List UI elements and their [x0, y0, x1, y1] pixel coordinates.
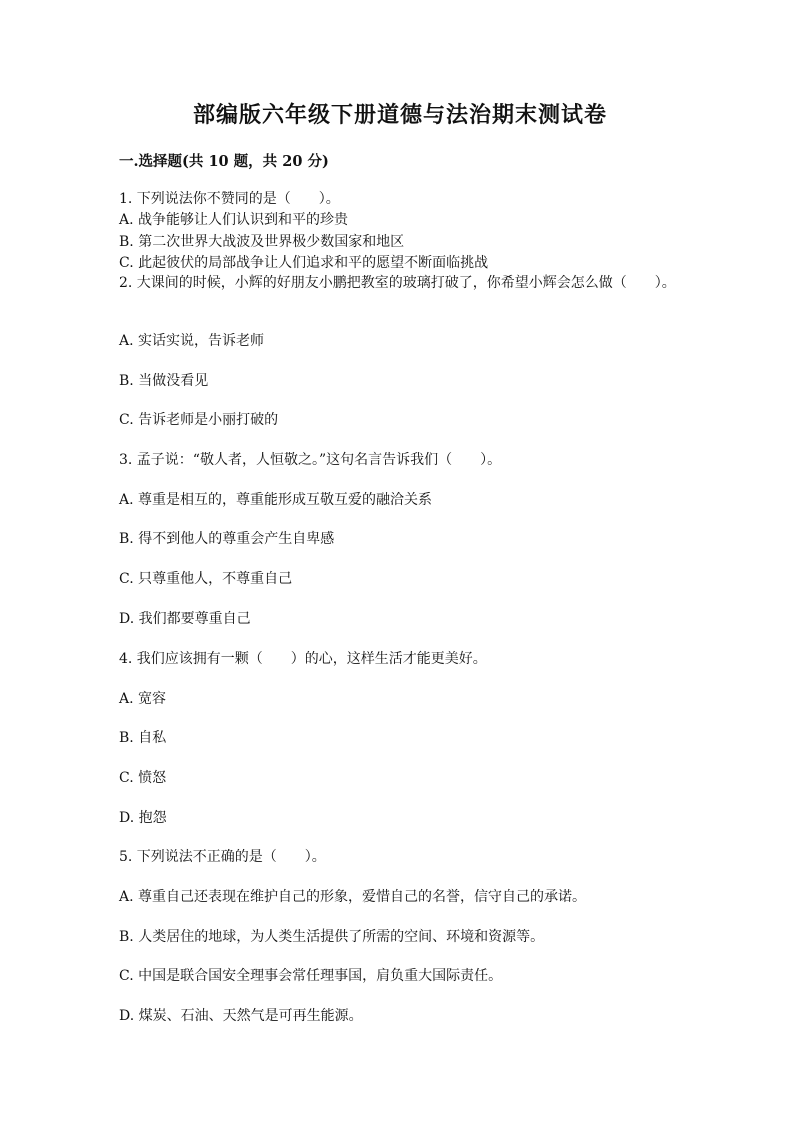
- question-1-option-a: A. 战争能够让人们认识到和平的珍贵: [119, 212, 349, 228]
- question-4-option-a: A. 宽容: [119, 691, 167, 707]
- question-3-stem: 3. 孟子说：“敬人者，人恒敬之。”这句名言告诉我们（ ）。: [119, 452, 502, 468]
- document-title: 部编版六年级下册道德与法治期末测试卷: [192, 102, 607, 128]
- question-1-stem: 1. 下列说法你不赞同的是（ ）。: [119, 191, 340, 207]
- question-3-option-a: A. 尊重是相互的，尊重能形成互敬互爱的融洽关系: [119, 492, 433, 508]
- question-5-stem: 5. 下列说法不正确的是（ ）。: [119, 849, 326, 865]
- question-1-option-c: C. 此起彼伏的局部战争让人们追求和平的愿望不断面临挑战: [119, 255, 489, 271]
- question-4-option-b: B. 自私: [119, 730, 167, 746]
- question-2-option-c: C. 告诉老师是小丽打破的: [119, 412, 279, 428]
- question-2-option-a: A. 实话实说，告诉老师: [119, 333, 265, 349]
- question-5-option-a: A. 尊重自己还表现在维护自己的形象，爱惜自己的名誉，信守自己的承诺。: [119, 889, 587, 905]
- question-2-stem: 2. 大课间的时候，小辉的好朋友小鹏把教室的玻璃打破了，你希望小辉会怎么做（ ）。: [119, 275, 676, 291]
- question-3-option-d: D. 我们都要尊重自己: [119, 611, 251, 627]
- question-3-option-c: C. 只尊重他人，不尊重自己: [119, 571, 293, 587]
- question-4-option-d: D. 抱怨: [119, 810, 167, 826]
- question-5-option-b: B. 人类居住的地球，为人类生活提供了所需的空间、环境和资源等。: [119, 929, 545, 945]
- question-1-option-b: B. 第二次世界大战波及世界极少数国家和地区: [119, 234, 405, 250]
- question-2-option-b: B. 当做没看见: [119, 373, 209, 389]
- section-heading: 一.选择题(共 10 题，共 20 分): [119, 153, 329, 170]
- question-3-option-b: B. 得不到他人的尊重会产生自卑感: [119, 531, 335, 547]
- question-5-option-d: D. 煤炭、石油、天然气是可再生能源。: [119, 1008, 363, 1024]
- question-4-stem: 4. 我们应该拥有一颗（ ）的心，这样生活才能更美好。: [119, 651, 487, 667]
- question-5-option-c: C. 中国是联合国安全理事会常任理事国，肩负重大国际责任。: [119, 968, 503, 984]
- question-4-option-c: C. 愤怒: [119, 770, 167, 786]
